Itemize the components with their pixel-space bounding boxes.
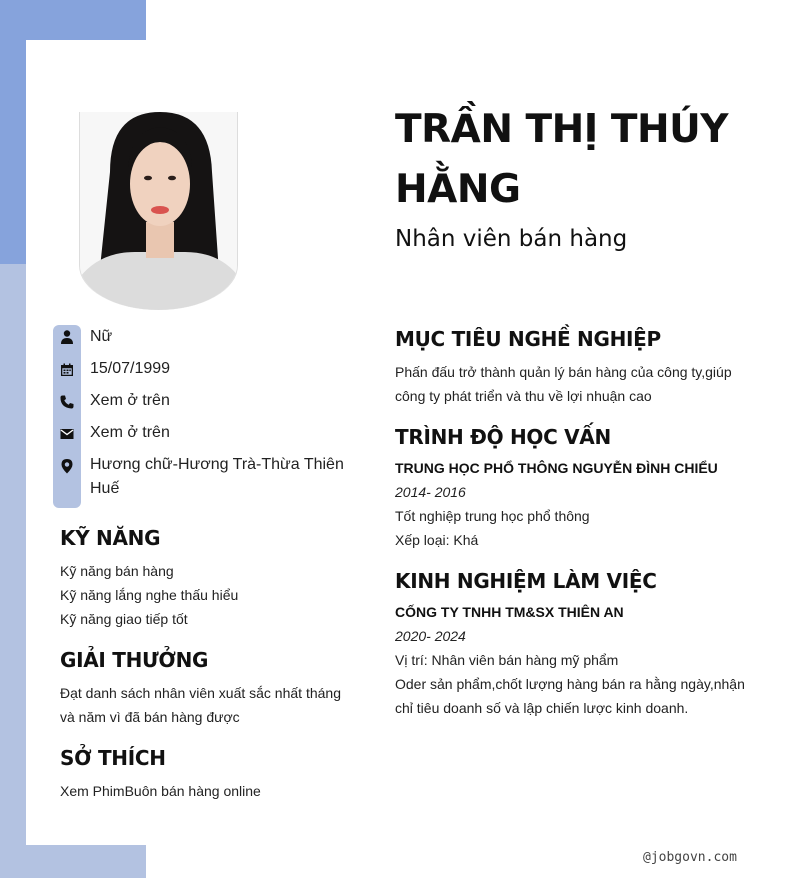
phone-value: Xem ở trên	[90, 392, 170, 409]
decorative-strip-left	[0, 264, 26, 878]
education-description: Tốt nghiệp trung học phổ thông	[395, 508, 590, 524]
calendar-icon	[59, 362, 75, 378]
decorative-block-bottom	[0, 845, 146, 878]
objective-text-line: Phấn đấu trở thành quản lý bán hàng của công ty,giúp	[395, 364, 732, 380]
watermark-text: @jobgovn.com	[643, 850, 737, 865]
profile-photo	[79, 112, 238, 310]
objective-text-line: công ty phát triển và thu về lợi nhuận cao	[395, 388, 652, 404]
address-value: Hương chữ-Hương Trà-Thừa Thiên Huế	[90, 456, 344, 497]
experience-description-line: Oder sản phẩm,chốt lượng hàng bán ra hằng ngày,nhận	[395, 676, 745, 692]
phone-icon	[59, 394, 75, 410]
person-icon	[59, 329, 75, 345]
experience-company: CỐNG TY TNHH TM&SX THIÊN AN	[395, 604, 624, 620]
email-value: Xem ở trên	[90, 424, 170, 441]
job-title: Nhân viên bán hàng	[395, 226, 628, 252]
hobbies-text: Xem PhimBuôn bán hàng online	[60, 783, 261, 799]
award-text-line: Đạt danh sách nhân viên xuất sắc nhất tháng	[60, 685, 341, 701]
location-pin-icon	[59, 458, 75, 474]
contact-sidebar-bar	[53, 325, 81, 508]
education-grade: Xếp loại: Khá	[395, 532, 479, 548]
education-school: TRUNG HỌC PHỔ THÔNG NGUYỄN ĐÌNH CHIỂU	[395, 460, 718, 476]
objective-title: MỤC TIÊU NGHỀ NGHIỆP	[395, 327, 661, 351]
experience-period: 2020- 2024	[395, 628, 466, 644]
candidate-name: TRẦN THỊ THÚY HẰNG	[395, 107, 729, 212]
dob-value: 15/07/1999	[90, 360, 171, 377]
skill-item: Kỹ năng giao tiếp tốt	[60, 611, 188, 627]
education-title: TRÌNH ĐỘ HỌC VẤN	[395, 425, 611, 449]
awards-title: GIẢI THƯỞNG	[60, 648, 209, 672]
envelope-icon	[59, 426, 75, 442]
skills-title: KỸ NĂNG	[60, 526, 161, 550]
skill-item: Kỹ năng lắng nghe thấu hiểu	[60, 587, 239, 603]
skill-item: Kỹ năng bán hàng	[60, 563, 174, 579]
gender-value: Nữ	[90, 328, 113, 345]
hobbies-title: SỞ THÍCH	[60, 746, 166, 770]
experience-description-line: chỉ tiêu doanh số và lập chiến lược kinh doanh.	[395, 700, 689, 716]
experience-title: KINH NGHIỆM LÀM VIỆC	[395, 569, 657, 593]
award-text-line: và năm vì đã bán hàng được	[60, 709, 240, 725]
education-period: 2014- 2016	[395, 484, 466, 500]
experience-position: Vị trí: Nhân viên bán hàng mỹ phẩm	[395, 652, 619, 668]
